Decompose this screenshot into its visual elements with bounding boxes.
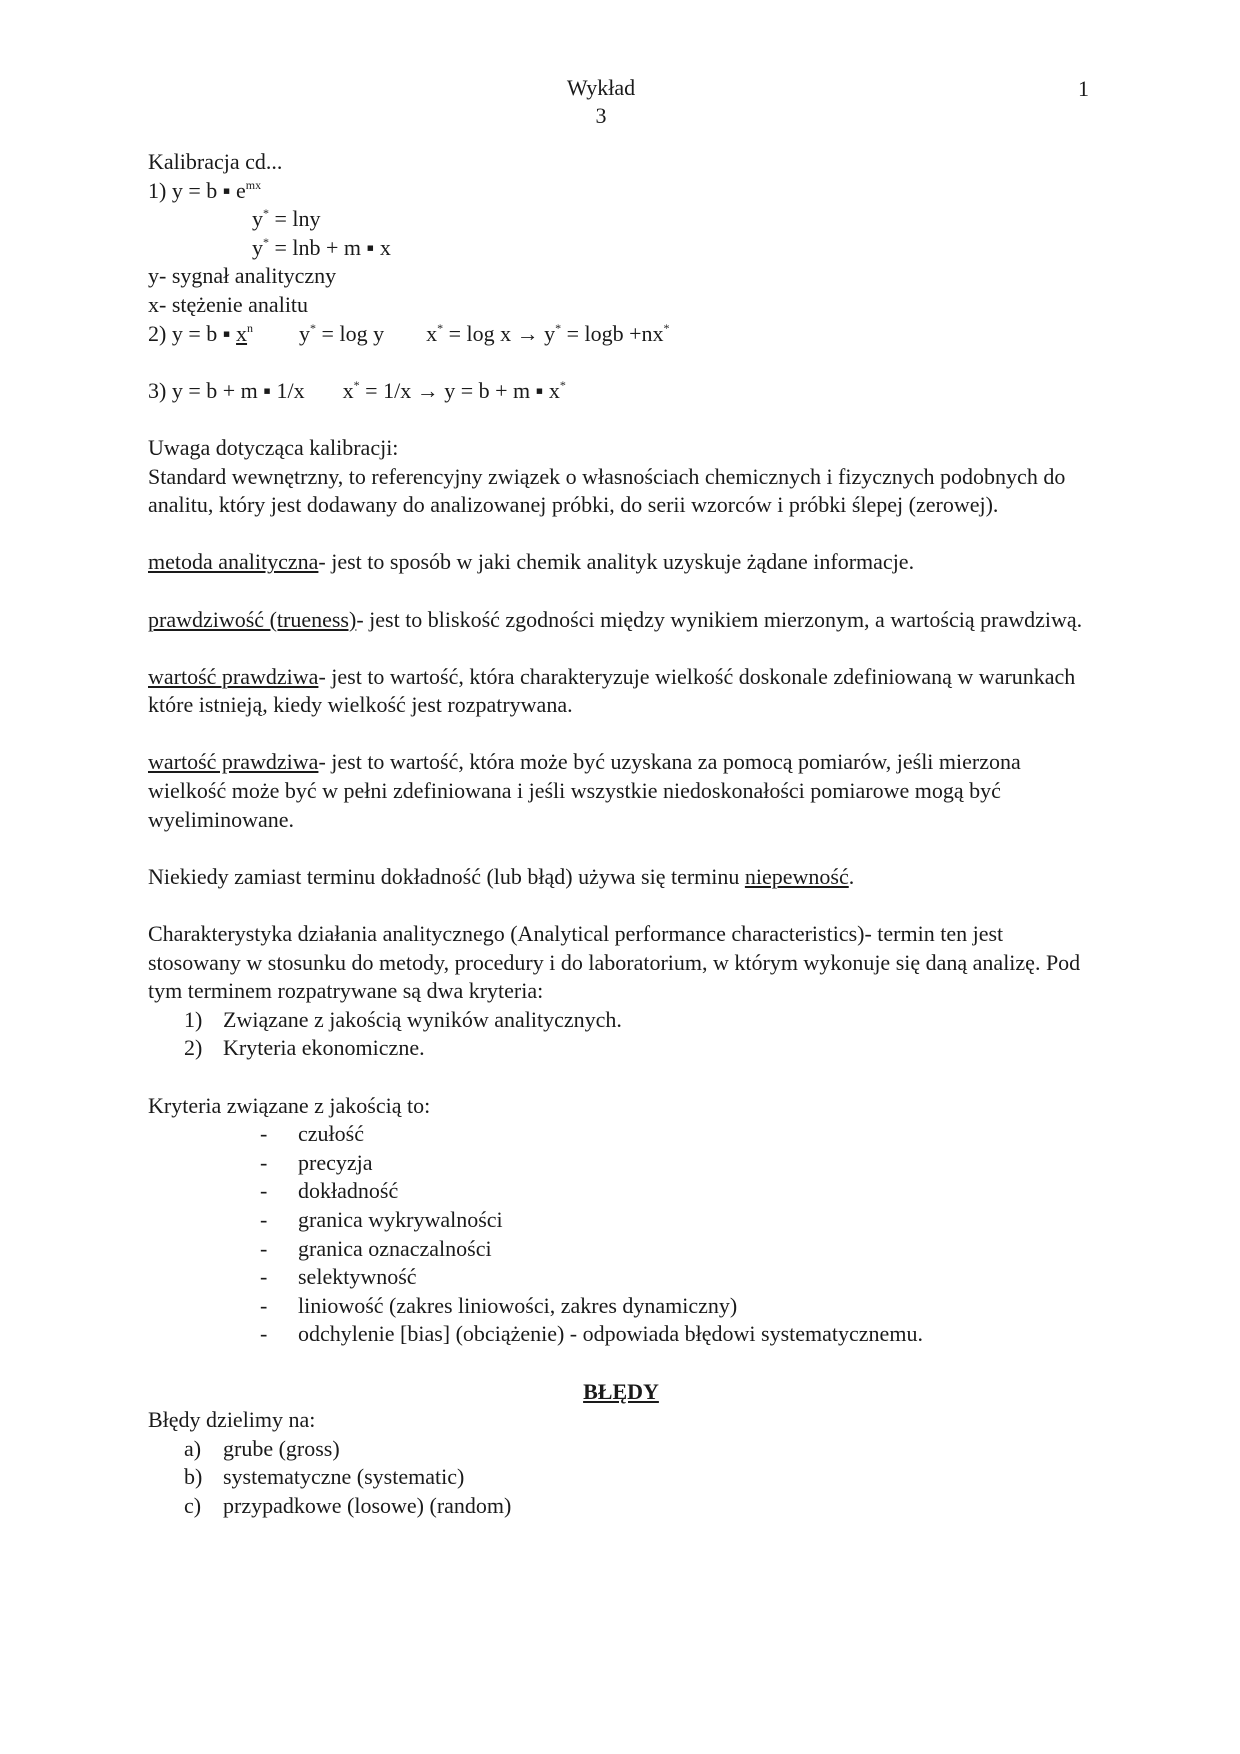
quality-criteria-list: [148, 1120, 1088, 1349]
list-item: - granica oznaczalności: [260, 1235, 492, 1261]
definition-x: x- stężenie analitu: [148, 291, 309, 317]
header-title: Wykład: [566, 75, 636, 100]
definition-term: wartość prawdziwa: [148, 749, 319, 775]
list-item: - dokładność: [260, 1178, 399, 1204]
errors-intro: Błędy dzielimy na:: [148, 1407, 316, 1433]
list-item: b) systematyczne (systematic): [184, 1464, 465, 1490]
list-item: 1) Związane z jakością wyników analitycznych.: [184, 1006, 622, 1032]
performance-criteria-list: [148, 1006, 1088, 1063]
equation-2: 2) y = b ▪ $x^n$ y* = log y x* = log x → y* = logb +nx*: [148, 320, 670, 346]
note-heading: Uwaga dotycząca kalibracji:: [148, 434, 399, 460]
list-item: - czułość: [260, 1121, 364, 1147]
definition-term: metoda analityczna: [148, 549, 319, 575]
definition-trueness: prawdziwość (trueness)- jest to bliskość zgodności między wynikiem mierzonym, a wartością prawdziwą.: [148, 606, 1083, 632]
definition-true-value-1: wartość prawdziwa- jest to wartość, która charakteryzuje wielkość doskonale zdefiniowaną w warunkach które istnieją, kiedy wielkość jest rozpatrywana.: [148, 663, 1076, 718]
errors-list: [148, 1435, 1088, 1521]
definition-true-value-2: wartość prawdziwa- jest to wartość, która może być uzyskana za pomocą pomiarów, jeśli mierzona wielkość może być w pełni zdefiniowana i jeśli wszystkie niedoskonałości pomiarowe mogą być wyeliminowane.: [148, 749, 1021, 832]
list-item: - precyzja: [260, 1149, 373, 1175]
quality-heading: Kryteria związane z jakością to:: [148, 1092, 431, 1118]
document-body: [148, 148, 1088, 1521]
equation-3: 3) y = b + m ▪ 1/x x* = 1/x → y = b + m ▪ x*: [148, 377, 566, 403]
calibration-intro: Kalibracja cd...: [148, 149, 283, 174]
equation-1-linear: y* = lnb + m ▪ x: [252, 234, 391, 260]
note-body: Standard wewnętrzny, to referencyjny związek o własnościach chemicznych i fizycznych podobnych do analitu, który jest dodawany do analizowanej próbki, do serii wzorców i próbki ślepej (zerowej).: [148, 463, 1066, 518]
list-item: 2) Kryteria ekonomiczne.: [184, 1035, 425, 1061]
page-header: [0, 74, 1202, 130]
list-item: - odchylenie [bias] (obciążenie) - odpowiada błędowi systematycznemu.: [260, 1321, 923, 1347]
definition-analytical-method: metoda analityczna- jest to sposób w jaki chemik analityk uzyskuje żądane informacje.: [148, 549, 915, 575]
list-item: - liniowość (zakres liniowości, zakres dynamiczny): [260, 1292, 738, 1318]
definition-term: prawdziwość (trueness): [148, 606, 357, 632]
page-number: 1: [1078, 76, 1089, 101]
equation-1: 1) y = b ▪ $e^{mx}$: [148, 177, 262, 203]
list-item: - selektywność: [260, 1264, 417, 1290]
list-item: - granica wykrywalności: [260, 1206, 503, 1232]
list-item: c) przypadkowe (losowe) (random): [184, 1492, 512, 1518]
definition-term: wartość prawdziwa: [148, 663, 319, 689]
list-item: a) grube (gross): [184, 1435, 340, 1461]
header-lecture-number: 3: [595, 103, 607, 128]
errors-heading: BŁĘDY: [583, 1378, 659, 1404]
performance-paragraph: Charakterystyka działania analitycznego (Analytical performance characteristics)- termin ten jest stosowany w stosunku do metody, procedury i do laboratorium, w którym wykonuje się daną analizę. Pod tym terminem rozpatrywane są dwa kryteria:: [148, 921, 1081, 1004]
equation-1-transform: y* = lny: [252, 206, 321, 232]
definition-y: y- sygnał analityczny: [148, 263, 337, 289]
uncertainty-paragraph: Niekiedy zamiast terminu dokładność (lub błąd) używa się terminu niepewność.: [148, 863, 855, 889]
